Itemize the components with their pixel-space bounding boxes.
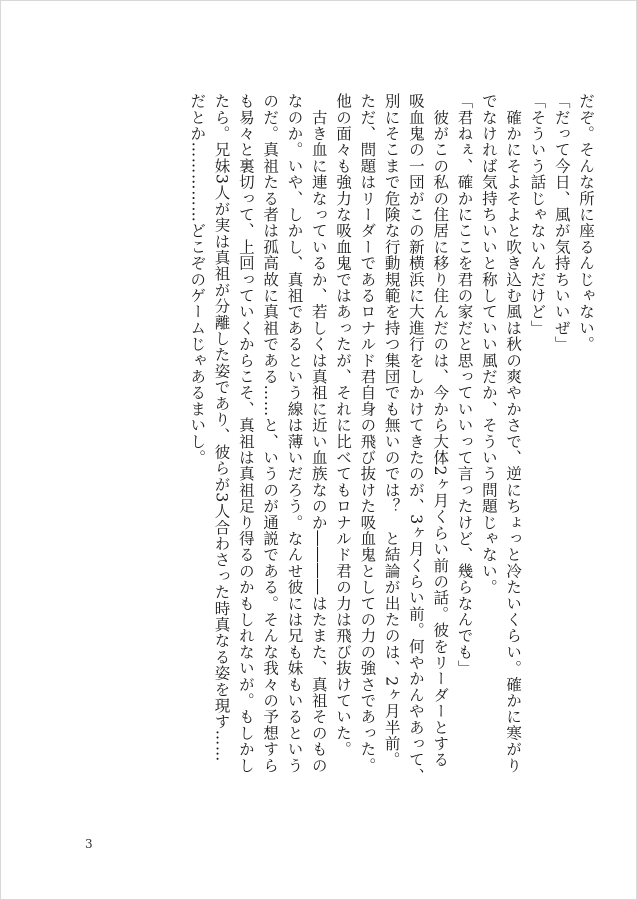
text-line: だとか……………どこぞのゲームじゃあるまいし。	[188, 93, 207, 466]
text-line: 別にそこまで危険な行動規範を持つ集団でも無いのでは？ と結論が出たのは、2ヶ月半前。	[382, 93, 401, 768]
text-line: なのか。いや、しかし、真祖であるという線は薄いだろう。なんせ彼には兄も妹もいるという	[285, 93, 304, 774]
text-line: 「そういう話じゃないんだけど」	[528, 93, 547, 336]
text-line: 確かにそよそよと吹き込む風は秋の爽やかさで、逆にちょっと冷たいくらい。確かに寒がり	[504, 93, 523, 774]
text-line: のだ。真祖たる者は孤高故に真祖である……と、いうのが通説である。そんな我々の予想すら	[261, 93, 280, 774]
text-line: 他の面々も強力な吸血鬼ではあったが、それに比べてもロナルド君の力は飛び抜けていた。	[334, 93, 353, 758]
vertical-body-text	[38, 93, 598, 813]
text-line: でなければ気持ちいいと称していい風だか、そういう問題じゃない。	[479, 93, 498, 596]
text-line: 「だって今日、風が気持ちいいぜ」	[552, 93, 571, 353]
text-line: 彼がこの私の住居に移り住んだのは、今から大体2ヶ月くらい前の話。彼をリーダーとする	[431, 93, 450, 768]
text-line: 古き血に連なっているか、若しくは真祖に近い血族なのか――――はたまた、真祖そのもの	[309, 93, 328, 774]
text-line: ただ、問題はリーダーであるロナルド君自身の飛び抜けた吸血鬼としての力の強さであった。	[358, 93, 377, 774]
text-line: 「君ねぇ、確かにここを君の家だと思っていいって言ったけど、幾らなんでも」	[455, 93, 474, 677]
text-line: たら。兄妹3人が実は真祖が分離した姿であり、彼らが3人合わさった時真なる姿を現す……	[212, 93, 231, 763]
page-number: 3	[85, 837, 93, 851]
text-line: 吸血鬼の一団がこの新横浜に大進行をしかけてきたのが、3ヶ月くらい前。何やかんやあって、	[406, 93, 425, 784]
text-line: も易々と裏切って、上回っていくからこそ、真祖は真祖足り得るのかもしれないが。もしかし	[236, 93, 255, 774]
text-line: だぞ。そんな所に座るんじゃない。	[577, 93, 595, 353]
